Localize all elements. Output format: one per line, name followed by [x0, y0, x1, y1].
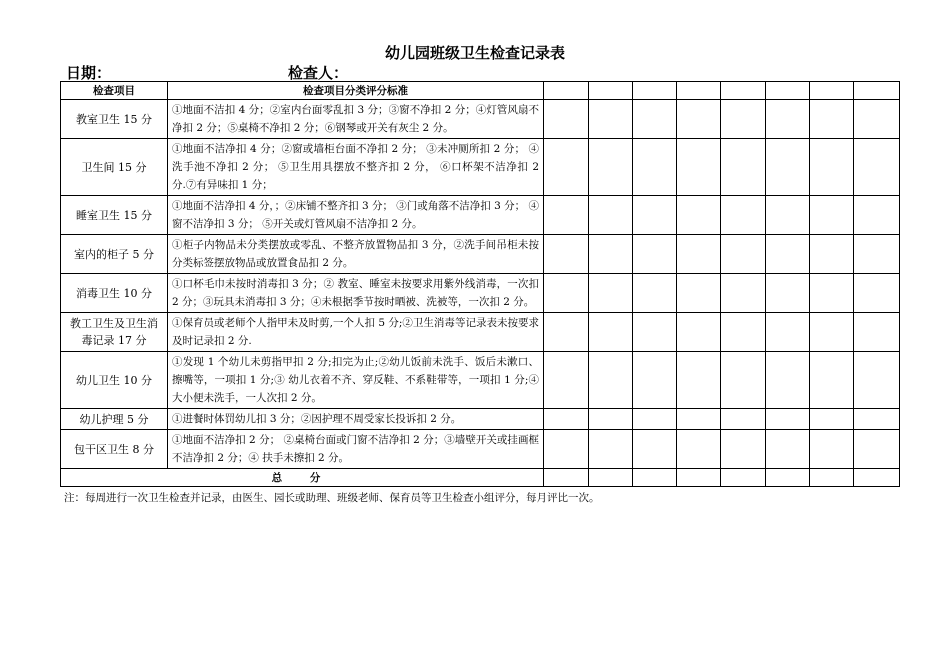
table-row	[61, 139, 900, 196]
item-cell: 教工卫生及卫生消毒记录 17 分	[61, 313, 168, 352]
score-cell[interactable]	[854, 139, 900, 196]
score-cell[interactable]	[721, 313, 766, 352]
item-cell: 室内的柜子 5 分	[61, 235, 168, 274]
score-cell[interactable]	[766, 352, 810, 409]
score-cell[interactable]	[810, 100, 854, 139]
score-cell[interactable]	[633, 82, 677, 100]
score-cell[interactable]	[589, 352, 633, 409]
date-label: 日期：	[66, 64, 112, 82]
score-cell[interactable]	[854, 100, 900, 139]
score-cell[interactable]	[677, 82, 721, 100]
table-row	[61, 313, 900, 352]
score-cell[interactable]	[677, 274, 721, 313]
item-cell: 幼儿护理 5 分	[61, 409, 168, 430]
score-cell[interactable]	[810, 235, 854, 274]
score-cell[interactable]	[677, 409, 721, 430]
score-cell[interactable]	[766, 409, 810, 430]
table-row	[61, 430, 900, 469]
table-row	[61, 274, 900, 313]
score-cell[interactable]	[544, 313, 589, 352]
score-cell[interactable]	[721, 82, 766, 100]
score-cell[interactable]	[721, 352, 766, 409]
total-score-cell[interactable]	[544, 469, 589, 487]
total-row	[61, 469, 900, 487]
score-cell[interactable]	[810, 352, 854, 409]
score-cell[interactable]	[721, 139, 766, 196]
item-cell: 卫生间 15 分	[61, 139, 168, 196]
score-cell[interactable]	[633, 409, 677, 430]
item-cell: 消毒卫生 10 分	[61, 274, 168, 313]
score-cell[interactable]	[810, 430, 854, 469]
score-cell[interactable]	[633, 430, 677, 469]
header-criteria: 检查项目分类评分标准	[168, 82, 544, 100]
score-cell[interactable]	[766, 313, 810, 352]
page-title: 幼儿园班级卫生检查记录表	[384, 44, 565, 62]
score-cell[interactable]	[766, 430, 810, 469]
score-cell[interactable]	[544, 100, 589, 139]
score-cell[interactable]	[721, 430, 766, 469]
score-cell[interactable]	[544, 139, 589, 196]
score-cell[interactable]	[854, 352, 900, 409]
table-row	[61, 409, 900, 430]
score-cell[interactable]	[721, 196, 766, 235]
inspector-label: 检查人：	[288, 64, 349, 82]
score-cell[interactable]	[677, 430, 721, 469]
total-score-cell[interactable]	[633, 469, 677, 487]
total-label: 总 分	[61, 469, 544, 487]
criteria-cell: ①地面不洁净扣 2 分； ②桌椅台面或门窗不洁净扣 2 分；③墙壁开关或挂画框不洁净扣 2 分；④ 扶手未擦扣 2 分。	[168, 430, 544, 469]
total-score-cell[interactable]	[854, 469, 900, 487]
score-cell[interactable]	[677, 352, 721, 409]
score-cell[interactable]	[854, 274, 900, 313]
table-row	[61, 100, 900, 139]
criteria-cell: ①发现 1 个幼儿未剪指甲扣 2 分;扣完为止;②幼儿饭前未洗手、饭后未漱口、擦嘴等，一项扣 1 分;③ 幼儿衣着不齐、穿反鞋、不系鞋带等，一项扣 1 分;④ 大小便未洗手，一人次扣 2 分。	[168, 352, 544, 409]
score-cell[interactable]	[721, 274, 766, 313]
score-cell[interactable]	[810, 196, 854, 235]
score-cell[interactable]	[854, 430, 900, 469]
score-cell[interactable]	[854, 409, 900, 430]
score-cell[interactable]	[589, 313, 633, 352]
total-score-cell[interactable]	[721, 469, 766, 487]
score-cell[interactable]	[677, 100, 721, 139]
score-cell[interactable]	[589, 196, 633, 235]
score-cell[interactable]	[589, 409, 633, 430]
table-row	[61, 235, 900, 274]
total-score-cell[interactable]	[810, 469, 854, 487]
score-cell[interactable]	[589, 100, 633, 139]
score-cell[interactable]	[810, 313, 854, 352]
score-cell[interactable]	[721, 100, 766, 139]
item-cell: 睡室卫生 15 分	[61, 196, 168, 235]
score-cell[interactable]	[810, 274, 854, 313]
score-cell[interactable]	[589, 139, 633, 196]
score-cell[interactable]	[854, 235, 900, 274]
score-cell[interactable]	[544, 352, 589, 409]
score-cell[interactable]	[766, 274, 810, 313]
score-cell[interactable]	[854, 82, 900, 100]
score-cell[interactable]	[589, 235, 633, 274]
item-cell: 教室卫生 15 分	[61, 100, 168, 139]
criteria-cell: ①地面不洁净扣 4 分，；②床铺不整齐扣 3 分； ③门或角落不洁净扣 3 分； ④窗不洁净扣 3 分； ⑤开关或灯管风扇不洁净扣 2 分。	[168, 196, 544, 235]
score-cell[interactable]	[721, 235, 766, 274]
score-cell[interactable]	[677, 235, 721, 274]
score-cell[interactable]	[589, 82, 633, 100]
score-cell[interactable]	[589, 274, 633, 313]
header-row	[61, 82, 900, 100]
total-score-cell[interactable]	[677, 469, 721, 487]
criteria-cell: ①口杯毛巾未按时消毒扣 3 分；② 教室、睡室未按要求用紫外线消毒，一次扣 2 分；③玩具未消毒扣 3 分；④未根据季节按时晒被、洗被等，一次扣 2 分。	[168, 274, 544, 313]
score-cell[interactable]	[589, 430, 633, 469]
score-cell[interactable]	[633, 274, 677, 313]
score-cell[interactable]	[544, 274, 589, 313]
inspection-table	[60, 81, 900, 487]
criteria-cell: ①地面不洁净扣 4 分；②窗或墙柜台面不净扣 2 分； ③未冲厕所扣 2 分； ④洗手池不净扣 2 分； ⑤卫生用具摆放不整齐扣 2 分， ⑥口杯架不洁净扣 2 分.⑦有异味扣 1 分；	[168, 139, 544, 196]
score-cell[interactable]	[766, 100, 810, 139]
table-row	[61, 196, 900, 235]
criteria-cell: ①保育员或老师个人指甲未及时剪,一个人扣 5 分;②卫生消毒等记录表未按要求及时记录扣 2 分.	[168, 313, 544, 352]
total-score-cell[interactable]	[766, 469, 810, 487]
score-cell[interactable]	[766, 196, 810, 235]
criteria-cell: ①柜子内物品未分类摆放或零乱、不整齐放置物品扣 3 分，②洗手间吊柜未按分类标签摆放物品或放置食品扣 2 分。	[168, 235, 544, 274]
table-row	[61, 352, 900, 409]
score-cell[interactable]	[854, 196, 900, 235]
score-cell[interactable]	[633, 139, 677, 196]
score-cell[interactable]	[766, 235, 810, 274]
total-score-cell[interactable]	[589, 469, 633, 487]
criteria-cell: ①进餐时体罚幼儿扣 3 分；②因护理不周受家长投诉扣 2 分。	[168, 409, 544, 430]
score-cell[interactable]	[633, 100, 677, 139]
footnote: 注：每周进行一次卫生检查并记录，由医生、园长或助理、班级老师、保育员等卫生检查小组评分，每月评比一次。	[64, 492, 600, 504]
header-item: 检查项目	[61, 82, 168, 100]
score-cell[interactable]	[677, 196, 721, 235]
criteria-cell: ①地面不洁扣 4 分；②室内台面零乱扣 3 分；③窗不净扣 2 分；④灯管风扇不净扣 2 分；⑤桌椅不净扣 2 分；⑥钢琴或开关有灰尘 2 分。	[168, 100, 544, 139]
item-cell: 幼儿卫生 10 分	[61, 352, 168, 409]
item-cell: 包干区卫生 8 分	[61, 430, 168, 469]
score-cell[interactable]	[854, 313, 900, 352]
score-cell[interactable]	[810, 409, 854, 430]
score-cell[interactable]	[633, 313, 677, 352]
score-cell[interactable]	[544, 430, 589, 469]
score-cell[interactable]	[677, 139, 721, 196]
score-cell[interactable]	[810, 139, 854, 196]
score-cell[interactable]	[810, 82, 854, 100]
score-cell[interactable]	[544, 235, 589, 274]
score-cell[interactable]	[544, 409, 589, 430]
score-cell[interactable]	[677, 313, 721, 352]
score-cell[interactable]	[544, 82, 589, 100]
score-cell[interactable]	[633, 196, 677, 235]
score-cell[interactable]	[766, 82, 810, 100]
score-cell[interactable]	[721, 409, 766, 430]
score-cell[interactable]	[633, 235, 677, 274]
score-cell[interactable]	[633, 352, 677, 409]
score-cell[interactable]	[766, 139, 810, 196]
score-cell[interactable]	[544, 196, 589, 235]
